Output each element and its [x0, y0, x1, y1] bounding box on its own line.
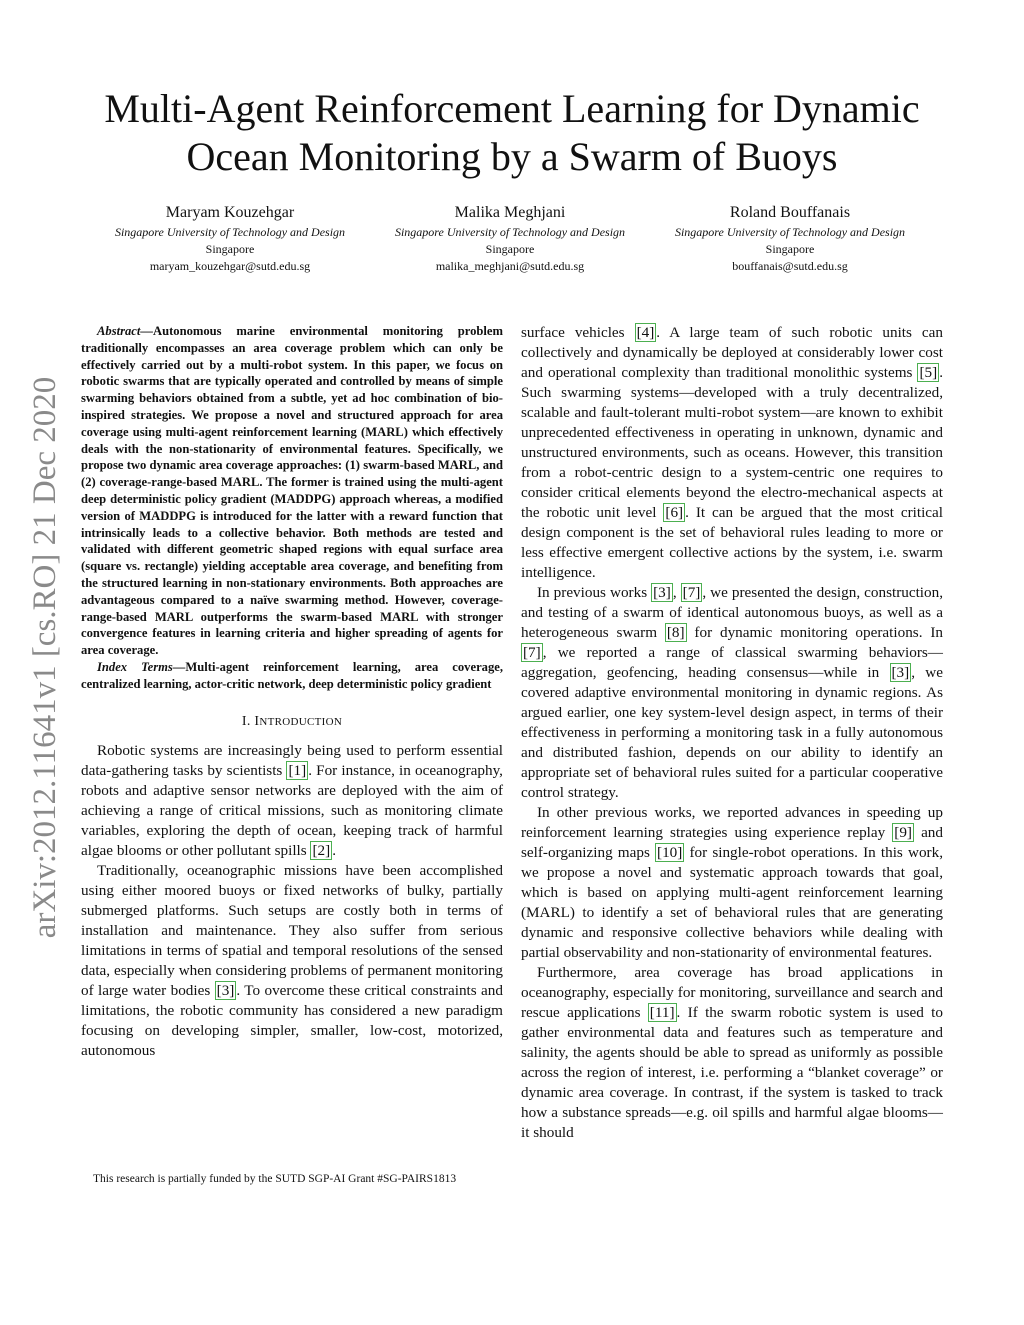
text-run: In previous works [537, 584, 652, 601]
intro-paragraph-2 [81, 861, 503, 1061]
text-run: , we reported a range of classical swarming behaviors—aggregation, geofencing, heading consensus—while in [521, 644, 943, 681]
author-affiliation: Singapore University of Technology and Design [394, 225, 626, 239]
author-2 [370, 202, 650, 275]
text-run: , we presented the design, construction, and testing of a swarm of identical autonomous buoys, as well as a heterogeneous swarm [521, 584, 944, 641]
section-heading-introduction [81, 713, 503, 731]
arxiv-stamp-text: arXiv:2012.11641v1 [cs.RO] 21 Dec 2020 [27, 376, 63, 939]
text-run: . To overcome these critical constraints and limitations, the robotic community has considered a new paradigm focusing on developing simpler, smaller, low-cost, motorized, autonomous [81, 981, 503, 1059]
citation-link[interactable]: [1] [288, 761, 307, 779]
author-affiliation: Singapore University of Technology and Design [674, 225, 906, 239]
title-line-2: Ocean Monitoring by a Swarm of Buoys [186, 134, 838, 179]
citation-link[interactable]: [6] [665, 504, 684, 521]
author-name: Maryam Kouzehgar [165, 204, 295, 221]
text-run: surface vehicles [521, 324, 635, 341]
citation-link[interactable]: [7] [523, 644, 541, 661]
citation-link[interactable]: [7] [682, 584, 701, 601]
text-run: Traditionally, oceanographic missions have been accomplished using either moored buoys or fixed networks of bulky, partially submerged platforms. Such setups are costly both in terms of installation and maintenance. They also suffer from serious limitations in terms of spatial and temporal resolutions of the sensed data, especially when considering problems of permanent monitoring of large water bodies [81, 861, 503, 999]
text-run: . If the swarm robotic system is used to gather environmental data and features such as temperature and salinity, the agents should be able to spread as uniformly as possible across the region of interest, i.e. performing a “blanket coverage” or dynamic area coverage. In contrast, if the system is tasked to track how a substance spreads—e.g. oil spills and harmful algae blooms—it should [521, 1004, 943, 1141]
text-run: In other previous works, we reported advances in speeding up reinforcement learning strategies using experience replay [521, 804, 943, 841]
citation-link[interactable]: [5] [919, 364, 938, 381]
section-initial: I [254, 713, 260, 729]
text-run: , [672, 584, 681, 601]
footnote: This research is partially funded by the SUTD SGP-AI Grant #SG-PAIRS1813 [93, 1173, 457, 1185]
text-run: , we covered adaptive environmental monitoring in dynamic regions. As argued earlier, one key system-level design aspect, in terms of their effectiveness in performing a monitoring task in a fully autonomous and distributed fashion, depends on our ability to identify an appropriate set of behavioral rules suited for a particular cooperative control strategy. [521, 664, 943, 801]
citation-link[interactable]: [2] [312, 841, 331, 859]
citation-link[interactable]: [4] [636, 324, 655, 341]
text-run: Furthermore, area coverage has broad applications in oceanography, especially for monitoring, surveillance and search and rescue applications [521, 964, 943, 1021]
text-run: and self-organizing maps [521, 824, 943, 861]
citation-link[interactable]: [3] [216, 981, 235, 999]
left-column [81, 323, 503, 1061]
text-run: for dynamic monitoring operations. In [686, 624, 943, 641]
author-block [90, 202, 930, 275]
author-3 [650, 202, 930, 275]
author-location: Singapore [765, 242, 815, 256]
author-location: Singapore [205, 242, 255, 256]
citation-link[interactable]: [11] [649, 1004, 675, 1021]
text-run: . A large team of such robotic units can collectively and dynamically be deployed at considerably lower cost and operational complexity than traditional monolithic systems [521, 324, 943, 381]
citation-link[interactable]: [8] [666, 624, 685, 641]
author-location: Singapore [485, 242, 535, 256]
text-run: Robotic systems are increasingly being used to perform essential data-gathering tasks by scientists [81, 741, 503, 779]
section-title-rest: NTRODUCTION [259, 715, 343, 728]
intro-paragraph-1 [81, 741, 503, 861]
abstract-text: Autonomous marine environmental monitoring problem traditionally encompasses an area coverage problem which can only be effectively carried out by a multi-robot system. In this paper, we focus on robotic swarms that are typically operated and controlled by means of simple swarming behaviors obtained from a subtle, yet ad hoc combination of bio-inspired strategies. We propose a novel and structured approach for area coverage using multi-agent reinforcement learning (MARL) which effectively deals with the non-stationarity of environmental features. Specifically, we propose two dynamic area coverage approaches: (1) swarm-based MARL, and (2) coverage-range-based MARL. The former is trained using the multi-agent deep deterministic policy gradient (MADDPG) approach whereas, a modified version of MADDPG is introduced for the latter with a reward function that intrinsically leads to a collective behavior. Both methods are tested and validated with different geometric shaped regions with equal surface area (square vs. rectangle) yielding acceptable area coverage, and benefiting from the structured learning in non-stationary environments. Both approaches are advantageous compared to a naïve swarming method. However, coverage-range-based MARL outperforms the swarm-based MARL with stronger convergence features in learning criteria and higher spreading of agents for area coverage. [81, 324, 503, 658]
section-number: I. [241, 713, 255, 729]
right-column [521, 323, 943, 1143]
text-run: . For instance, in oceanography, robots and adaptive sensor networks are deployed with the aim of achieving a range of critical missions, such as monitoring climate variables, exploring the depth of ocean, keeping track of harmful algae blooms or other pollutant spills [81, 761, 503, 859]
author-email: maryam_kouzehgar@sutd.edu.sg [149, 259, 311, 273]
right-paragraph-3 [521, 803, 943, 963]
citation-link[interactable]: [9] [894, 824, 912, 841]
author-name: Roland Bouffanais [729, 204, 851, 221]
text-run: . [332, 841, 336, 859]
author-email: bouffanais@sutd.edu.sg [732, 259, 848, 273]
right-paragraph-1 [521, 323, 943, 583]
citation-link[interactable]: [3] [653, 584, 671, 601]
author-affiliation: Singapore University of Technology and Design [114, 225, 346, 239]
author-email: malika_meghjani@sutd.edu.sg [435, 259, 585, 273]
text-run: for single-robot operations. In this work, we propose a novel and systematic approach towards that goal, which is based on applying multi-agent reinforcement learning (MARL) to identify a set of behavioral rules that are generating dynamic and responsive collective behaviors while dealing with partial observability and non-stationarity of environmental features. [521, 844, 943, 961]
right-paragraph-2 [521, 583, 943, 803]
abstract-label: Abstract— [97, 324, 153, 338]
citation-link[interactable]: [10] [657, 844, 683, 861]
text-run: . It can be argued that the most critical design component is the set of behavioral rules leading to more or less effective emergent collective actions by the system, i.e. swarm intelligence. [521, 504, 943, 581]
author-name: Malika Meghjani [454, 204, 566, 221]
text-run: . Such swarming systems—developed with a truly decentralized, scalable and fault-tolerant multi-robot system—are known to exhibit unprecedented effectiveness in operating in unknown, dynamic and unstructured environments, such as oceans. However, this transition from a robot-centric design to a system-centric one requires to consider critical elements beyond the electro-mechanical aspects at the robotic unit level [521, 364, 943, 521]
abstract [81, 323, 503, 659]
title-line-1: Multi-Agent Reinforcement Learning for Dynamic [104, 86, 920, 131]
arxiv-stamp [24, 345, 66, 970]
index-terms [81, 659, 503, 693]
right-paragraph-4 [521, 963, 943, 1143]
author-1 [90, 202, 370, 275]
citation-link[interactable]: [3] [891, 664, 910, 681]
paper-title [60, 85, 964, 181]
index-terms-label: Index Terms— [97, 659, 186, 674]
index-terms-text: Multi-agent reinforcement learning, area coverage, centralized learning, actor-critic network, deep deterministic policy gradient [81, 659, 503, 691]
